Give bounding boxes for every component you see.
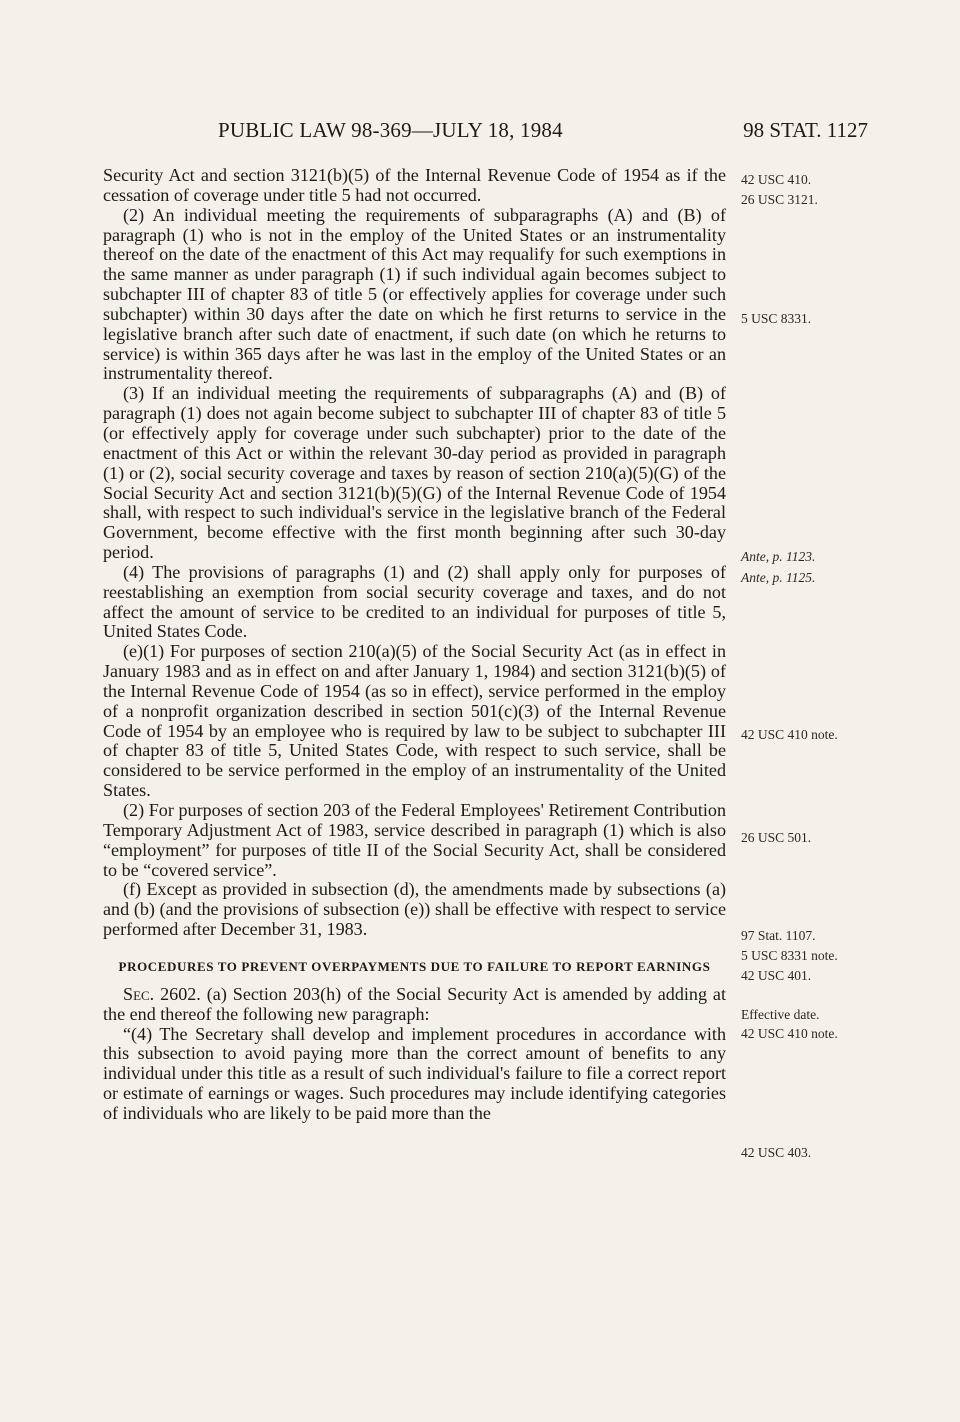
margin-note: Ante, p. 1125. (741, 570, 816, 585)
page-title: PUBLIC LAW 98-369—JULY 18, 1984 (218, 118, 563, 142)
body-text (103, 166, 726, 1124)
margin-note: 42 USC 410 note. (741, 1026, 838, 1041)
paragraph-text: (a) Section 203(h) of the Social Security Act is amended by adding at the end thereof the following new paragraph: (103, 983, 726, 1024)
margin-note: 97 Stat. 1107. (741, 928, 816, 943)
paragraph: (2) An individual meeting the requirements of subparagraphs (A) and (B) of paragraph (1) who is not in the employ of the United States or an instrumentality thereof on the date of the enactment of this Act may requalify for such exemptions in the same manner as under paragraph (1) if such individual again becomes subject to subchapter III of chapter 83 of title 5 (or effectively applies for coverage under such subchapter) within 30 days after the date on which he first returns to service in the legislative branch after such date of enactment, if such date (on which he returns to service) is within 365 days after he was last in the employ of the United States or an instrumentality thereof. (103, 204, 726, 384)
section-heading: PROCEDURES TO PREVENT OVERPAYMENTS DUE TO FAILURE TO REPORT EARNINGS (118, 958, 711, 974)
paragraph: Security Act and section 3121(b)(5) of the Internal Revenue Code of 1954 as if the cessation of coverage under title 5 had not occurred. (103, 165, 726, 205)
paragraph (103, 985, 726, 1025)
paragraph: (2) For purposes of section 203 of the Federal Employees' Retirement Contribution Temporary Adjustment Act of 1983, service described in paragraph (1) which is also “employment” for purposes of title II of the Social Security Act, shall be considered to be “covered service”. (103, 800, 726, 880)
section-label: Sec. 2602. (123, 983, 201, 1004)
margin-note: 5 USC 8331 note. (741, 948, 838, 963)
margin-note: Effective date. (741, 1007, 820, 1022)
paragraph: (e)(1) For purposes of section 210(a)(5) of the Social Security Act (as in effect in January 1983 and as in effect on and after January 1, 1984) and section 3121(b)(5) of the Internal Revenue Code of 1954 (as so in effect), service performed in the employ of a nonprofit organization described in section 501(c)(3) of the Internal Revenue Code of 1954 by an employee who is required by law to be subject to subchapter III of chapter 83 of title 5, United States Code, with respect to such service, shall be considered to be service performed in the employ of an instrumentality of the United States. (103, 641, 726, 801)
paragraph: (f) Except as provided in subsection (d), the amendments made by subsections (a) and (b) (and the provisions of subsection (e)) shall be effective with respect to service performed after December 31, 1983. (103, 879, 726, 940)
paragraph: “(4) The Secretary shall develop and implement procedures in accordance with this subsection to avoid paying more than the correct amount of benefits to any individual under this title as a result of such individual's failure to file a correct report or estimate of earnings or wages. Such procedures may include identifying categories of individuals who are likely to be paid more than the (103, 1023, 726, 1123)
running-head (100, 118, 868, 148)
margin-note: 26 USC 501. (741, 830, 812, 845)
margin-note: 42 USC 403. (741, 1145, 812, 1160)
paragraph: (4) The provisions of paragraphs (1) and (2) shall apply only for purposes of reestablishing an exemption from social security coverage and taxes, and do not affect the amount of service to be credited to an individual for purposes of title 5, United States Code. (103, 561, 726, 642)
margin-note: 42 USC 410 note. (741, 727, 838, 742)
margin-note: 42 USC 401. (741, 968, 812, 983)
margin-note: 42 USC 410. (741, 172, 812, 187)
margin-note: Ante, p. 1123. (741, 549, 816, 564)
paragraph: (3) If an individual meeting the requirements of subparagraphs (A) and (B) of paragraph (1) does not again become subject to subchapter III of chapter 83 of title 5 (or effectively apply for coverage under such subchapter) prior to the date of the enactment of this Act or within the relevant 30-day period as provided in paragraph (1) or (2), social security coverage and taxes by reason of section 210(a)(5)(G) of the Social Security Act and section 3121(b)(5)(G) of the Internal Revenue Code of 1954 shall, with respect to such individual's service in the legislative branch of the Federal Government, become effective with the first month beginning after such 30-day period. (103, 383, 726, 563)
statute-page-number: 98 STAT. 1127 (743, 118, 868, 142)
margin-note: 26 USC 3121. (741, 192, 818, 207)
margin-note: 5 USC 8331. (741, 311, 812, 326)
